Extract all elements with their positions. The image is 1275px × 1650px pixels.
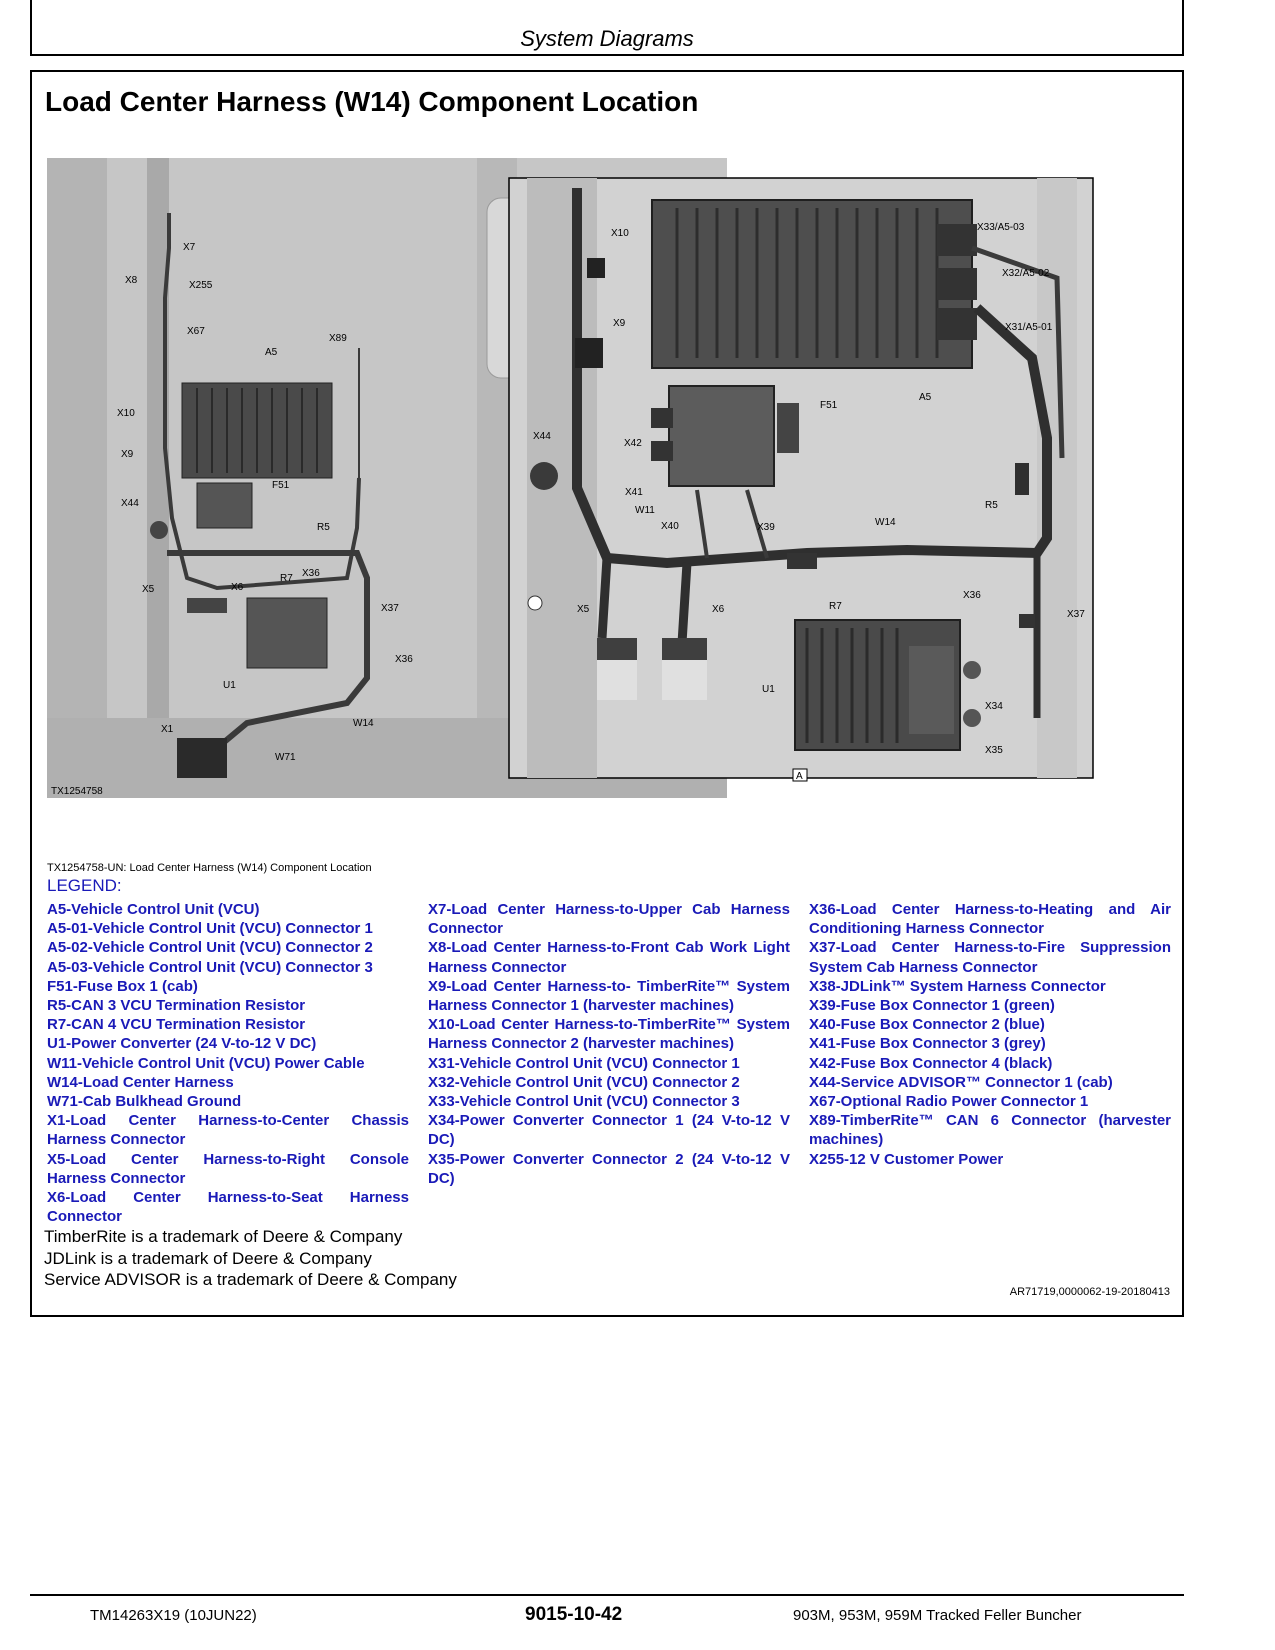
svg-text:A5: A5 — [919, 392, 932, 403]
svg-text:U1: U1 — [223, 680, 236, 691]
legend-item: X35-Power Converter Connector 2 (24 V-to-12 V DC) — [428, 1150, 790, 1187]
svg-text:X33/A5-03: X33/A5-03 — [977, 222, 1025, 233]
legend-item: A5-02-Vehicle Control Unit (VCU) Connector 2 — [47, 939, 373, 957]
legend-item: W14-Load Center Harness — [47, 1073, 234, 1091]
svg-text:X37: X37 — [381, 603, 399, 614]
svg-text:X6: X6 — [231, 582, 244, 593]
svg-text:X31/A5-01: X31/A5-01 — [1005, 322, 1053, 333]
footer-page-number: 9015-10-42 — [525, 1604, 623, 1625]
trademark-note: Service ADVISOR is a trademark of Deere & Company — [44, 1270, 457, 1289]
legend-item: U1-Power Converter (24 V-to-12 V DC) — [47, 1035, 317, 1053]
legend-item: A5-01-Vehicle Control Unit (VCU) Connector 1 — [47, 920, 373, 938]
footer-model: 903M, 953M, 959M Tracked Feller Buncher — [793, 1607, 1082, 1624]
svg-text:X42: X42 — [624, 438, 642, 449]
svg-text:F51: F51 — [272, 480, 290, 491]
svg-text:X9: X9 — [613, 318, 626, 329]
svg-text:W11: W11 — [635, 505, 655, 516]
svg-text:U1: U1 — [762, 684, 775, 695]
svg-text:X40: X40 — [661, 521, 679, 532]
legend-item: X31-Vehicle Control Unit (VCU) Connector 1 — [428, 1054, 740, 1072]
svg-text:W71: W71 — [275, 752, 296, 763]
callout-marker: A — [796, 771, 803, 782]
svg-text:R7: R7 — [829, 601, 842, 612]
legend-item: X32-Vehicle Control Unit (VCU) Connector 2 — [428, 1073, 740, 1091]
svg-text:X44: X44 — [533, 431, 551, 442]
legend-item: X255-12 V Customer Power — [809, 1150, 1004, 1168]
svg-text:W14: W14 — [875, 517, 896, 528]
svg-text:X39: X39 — [757, 522, 775, 533]
svg-text:X36: X36 — [302, 568, 320, 579]
legend-column-3 — [809, 900, 1171, 1169]
section-header: System Diagrams — [520, 26, 694, 51]
legend-item: X67-Optional Radio Power Connector 1 — [809, 1093, 1089, 1111]
svg-text:X41: X41 — [625, 487, 643, 498]
svg-text:X1: X1 — [161, 724, 174, 735]
legend-item: W71-Cab Bulkhead Ground — [47, 1093, 242, 1111]
legend-item: X36-Load Center Harness-to-Heating and Air Conditioning Harness Connector — [809, 901, 1171, 938]
figure-caption: TX1254758-UN: Load Center Harness (W14) Component Location — [47, 862, 372, 874]
trademark-note: TimberRite is a trademark of Deere & Company — [44, 1227, 403, 1246]
svg-text:X7: X7 — [183, 242, 196, 253]
legend-item: X44-Service ADVISOR™ Connector 1 (cab) — [809, 1073, 1113, 1091]
legend-item: F51-Fuse Box 1 (cab) — [47, 977, 198, 995]
legend-item: X7-Load Center Harness-to-Upper Cab Harness Connector — [428, 901, 790, 938]
legend-item: X1-Load Center Harness-to-Center Chassis Harness Connector — [47, 1112, 409, 1149]
page-title: Load Center Harness (W14) Component Location — [45, 86, 699, 117]
svg-text:A5: A5 — [265, 347, 278, 358]
svg-text:X36: X36 — [395, 654, 413, 665]
legend-item: X6-Load Center Harness-to-Seat Harness Connector — [47, 1189, 409, 1226]
svg-text:X67: X67 — [187, 326, 205, 337]
legend-item: R5-CAN 3 VCU Termination Resistor — [47, 997, 306, 1015]
legend-item: W11-Vehicle Control Unit (VCU) Power Cable — [47, 1054, 365, 1072]
legend-column-2 — [428, 900, 790, 1188]
svg-text:R7: R7 — [280, 573, 293, 584]
legend-item: X33-Vehicle Control Unit (VCU) Connector 3 — [428, 1093, 740, 1111]
footer-manual-id: TM14263X19 (10JUN22) — [90, 1607, 257, 1624]
svg-text:X34: X34 — [985, 701, 1003, 712]
svg-text:R5: R5 — [985, 500, 998, 511]
svg-text:X89: X89 — [329, 333, 347, 344]
svg-text:X5: X5 — [577, 604, 590, 615]
svg-text:X36: X36 — [963, 590, 981, 601]
svg-text:W14: W14 — [353, 718, 374, 729]
content-frame — [30, 70, 1184, 1317]
component-location-figure — [47, 158, 1171, 838]
legend-item: A5-03-Vehicle Control Unit (VCU) Connector 3 — [47, 958, 373, 976]
legend-item: X39-Fuse Box Connector 1 (green) — [809, 997, 1055, 1015]
svg-text:X255: X255 — [189, 280, 213, 291]
footer-rule — [30, 1594, 1184, 1596]
legend-item: X34-Power Converter Connector 1 (24 V-to-12 V DC) — [428, 1112, 790, 1149]
document-code: AR71719,0000062-19-20180413 — [1009, 1286, 1170, 1298]
svg-text:X9: X9 — [121, 449, 134, 460]
legend-item: R7-CAN 4 VCU Termination Resistor — [47, 1016, 306, 1034]
legend-item: A5-Vehicle Control Unit (VCU) — [47, 901, 260, 918]
legend-title: LEGEND: — [47, 876, 122, 895]
svg-text:R5: R5 — [317, 522, 330, 533]
detail-inset — [509, 178, 1093, 782]
svg-text:X44: X44 — [121, 498, 139, 509]
legend-item: X38-JDLink™ System Harness Connector — [809, 977, 1106, 995]
svg-text:X10: X10 — [611, 228, 629, 239]
legend-item: X89-TimberRite™ CAN 6 Connector (harvester machines) — [809, 1112, 1171, 1149]
legend-item: X8-Load Center Harness-to-Front Cab Work Light Harness Connector — [428, 939, 790, 976]
legend-item: X9-Load Center Harness-to- TimberRite™ System Harness Connector 1 (harvester machines) — [428, 977, 790, 1015]
legend-item: X41-Fuse Box Connector 3 (grey) — [809, 1035, 1046, 1053]
trademark-note: JDLink is a trademark of Deere & Company — [44, 1248, 372, 1268]
legend-item: X5-Load Center Harness-to-Right Console Harness Connector — [47, 1150, 409, 1187]
svg-text:X10: X10 — [117, 408, 135, 419]
svg-text:X32/A5-02: X32/A5-02 — [1002, 268, 1050, 279]
svg-text:X35: X35 — [985, 745, 1003, 756]
svg-text:X5: X5 — [142, 584, 155, 595]
svg-text:X8: X8 — [125, 275, 138, 286]
trademark-notes — [44, 1226, 457, 1291]
legend-item: X10-Load Center Harness-to-TimberRite™ System Harness Connector 2 (harvester machines) — [428, 1016, 790, 1053]
figure-id: TX1254758 — [51, 786, 103, 797]
svg-text:X37: X37 — [1067, 609, 1085, 620]
legend-item: X42-Fuse Box Connector 4 (black) — [809, 1054, 1053, 1072]
legend-column-1 — [47, 900, 409, 1226]
svg-text:X6: X6 — [712, 604, 725, 615]
legend-item: X37-Load Center Harness-to-Fire Suppression System Cab Harness Connector — [809, 939, 1171, 976]
header-frame — [30, 0, 1184, 56]
legend-item: X40-Fuse Box Connector 2 (blue) — [809, 1016, 1045, 1034]
svg-text:F51: F51 — [820, 400, 838, 411]
